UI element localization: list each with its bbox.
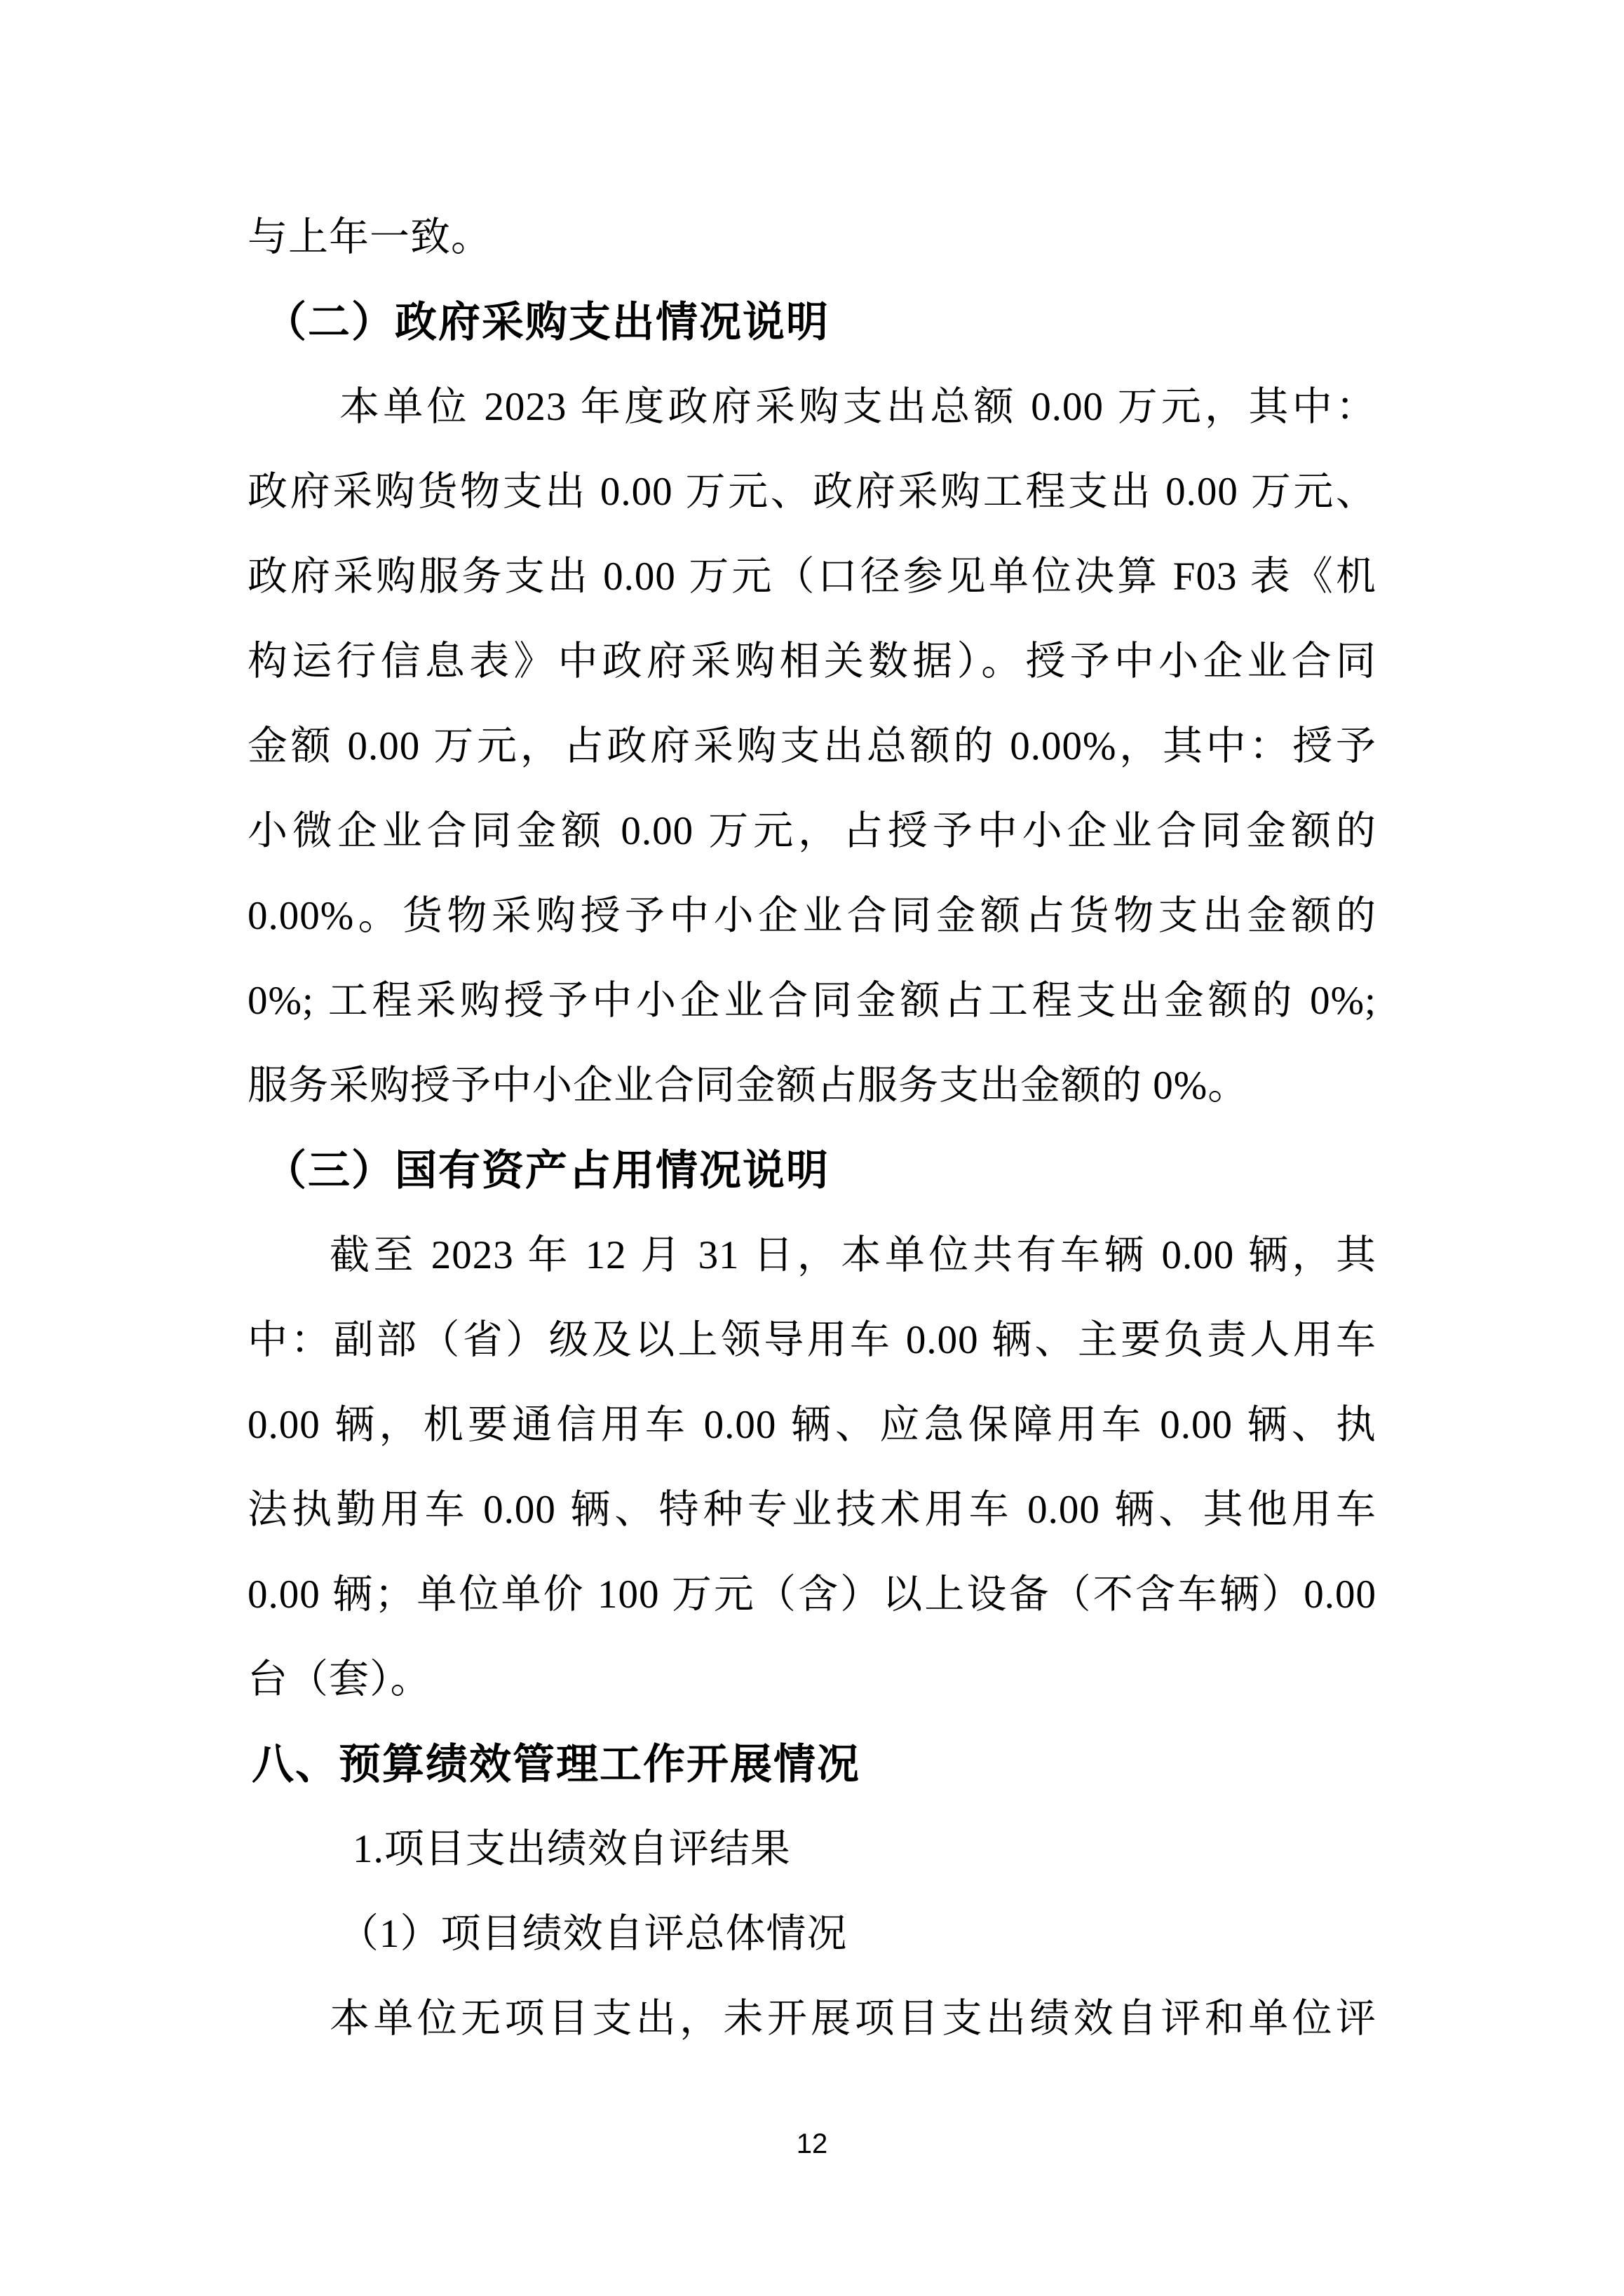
text-line: 本单位 2023 年度政府采购支出总额 0.00 万元，其中： <box>339 385 1376 429</box>
text-line: 0.00%。货物采购授予中小企业合同金额占货物支出金额的 <box>248 894 1376 938</box>
text-line: 0%; 工程采购授予中小企业合同金额占工程支出金额的 0%; <box>248 979 1376 1023</box>
section-heading: 八、预算绩效管理工作开展情况 <box>252 1741 860 1788</box>
text-line: 服务采购授予中小企业合同金额占服务支出金额的 0%。 <box>248 1064 1249 1108</box>
text-line: 中：副部（省）级及以上领导用车 0.00 辆、主要负责人用车 <box>248 1318 1376 1362</box>
text-line: 0.00 辆，机要通信用车 0.00 辆、应急保障用车 0.00 辆、执 <box>248 1403 1376 1447</box>
text-line: 小微企业合同金额 0.00 万元，占授予中小企业合同金额的 <box>248 809 1376 853</box>
page-number: 12 <box>796 2128 828 2159</box>
text-line: 构运行信息表》中政府采购相关数据）。授予中小企业合同 <box>248 639 1376 684</box>
text-line: 1.项目支出绩效自评结果 <box>353 1827 791 1871</box>
text-line: 台（套）。 <box>248 1657 431 1701</box>
text-line: 政府采购货物支出 0.00 万元、政府采购工程支出 0.00 万元、 <box>248 470 1376 514</box>
text-line: 与上年一致。 <box>248 215 492 259</box>
text-line: 政府采购服务支出 0.00 万元（口径参见单位决算 F03 表《机 <box>248 555 1376 599</box>
document-body <box>248 195 1376 2061</box>
text-line: （1）项目绩效自评总体情况 <box>339 1912 848 1956</box>
text-line: 法执勤用车 0.00 辆、特种专业技术用车 0.00 辆、其他用车 <box>248 1488 1376 1532</box>
text-line: 金额 0.00 万元，占政府采购支出总额的 0.00%，其中：授予 <box>248 724 1376 768</box>
section-heading: （三）国有资产占用情况说明 <box>264 1147 830 1194</box>
text-line: 截至 2023 年 12 月 31 日，本单位共有车辆 0.00 辆，其 <box>330 1233 1376 1277</box>
text-line: 0.00 辆；单位单价 100 万元（含）以上设备（不含车辆）0.00 <box>248 1572 1376 1617</box>
section-heading: （二）政府采购支出情况说明 <box>264 299 830 346</box>
text-line: 本单位无项目支出，未开展项目支出绩效自评和单位评 <box>330 1997 1376 2041</box>
